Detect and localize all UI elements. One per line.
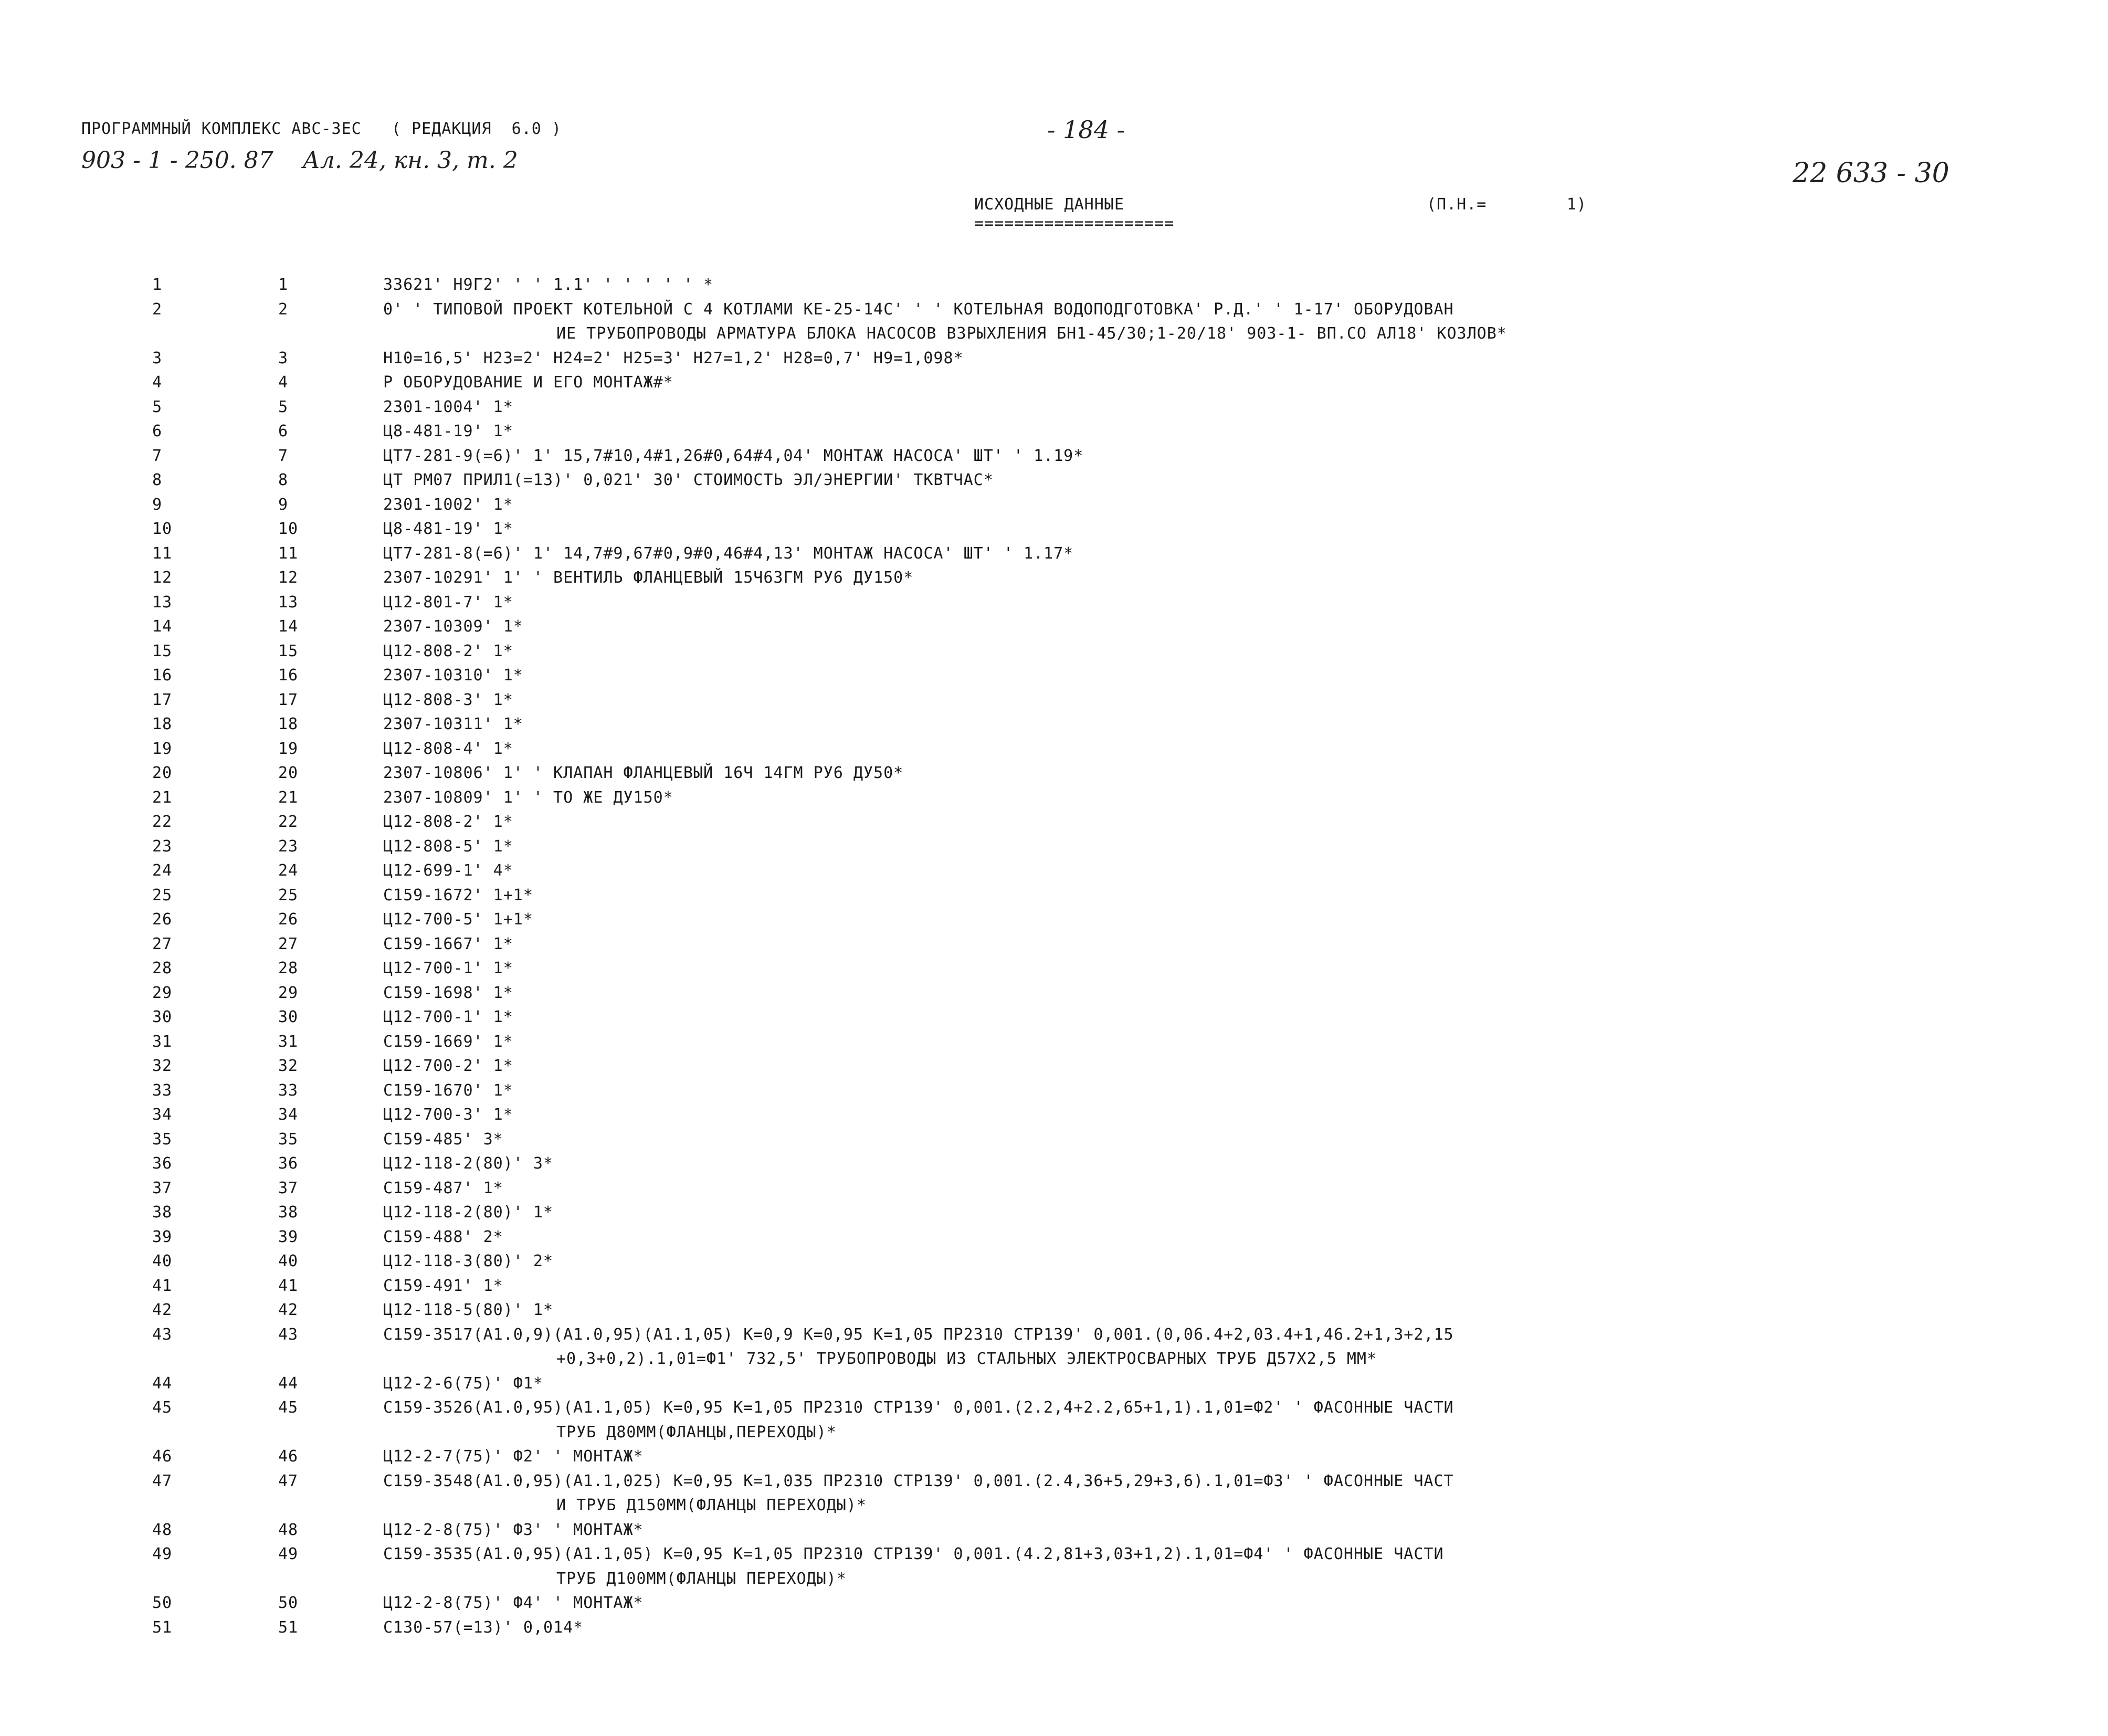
- row-number: 2: [152, 300, 163, 319]
- row-code: [383, 810, 2031, 835]
- row-index: 38: [278, 1203, 299, 1222]
- handwritten-reference: 903 - 1 - 250. 87 Ал. 24, кн. 3, т. 2: [81, 147, 518, 174]
- row-code: [383, 1445, 2031, 1469]
- row-index: 14: [278, 617, 299, 636]
- row-code: [383, 1591, 2031, 1616]
- row-number: 51: [152, 1618, 173, 1637]
- row-code: [383, 517, 2031, 542]
- row-text: Ц12-2-8(75)' Ф3' ' МОНТАЖ*: [383, 1520, 644, 1539]
- row-index: 36: [278, 1154, 299, 1173]
- row-number: 33: [152, 1081, 173, 1100]
- row-number: 5: [152, 397, 163, 416]
- row-index: 22: [278, 813, 299, 831]
- listing-row: [152, 1298, 2031, 1323]
- row-text: Ц12-808-2' 1*: [383, 813, 513, 831]
- listing-row: [152, 273, 2031, 298]
- row-number: 28: [152, 959, 173, 977]
- row-text: С159-3517(А1.0,9)(А1.0,95)(А1.1,05) К=0,9 К=0,95 К=1,05 ПР2310 СТР139' 0,001.(0,06.4+2,03.4+1,46.2+1,3+2,15: [383, 1325, 1454, 1344]
- listing-row: [152, 1542, 2031, 1591]
- row-code: [383, 786, 2031, 811]
- data-listing: [152, 273, 2031, 1640]
- row-code: [383, 395, 2031, 420]
- listing-row: [152, 810, 2031, 835]
- row-index: 33: [278, 1081, 299, 1100]
- row-number: 8: [152, 471, 163, 489]
- row-index: 26: [278, 910, 299, 929]
- row-number: 47: [152, 1471, 173, 1490]
- row-code: [383, 1005, 2031, 1030]
- row-index: 34: [278, 1106, 299, 1124]
- row-code: [383, 468, 2031, 493]
- row-index: 15: [278, 641, 299, 660]
- row-number: 17: [152, 690, 173, 709]
- row-text: Ц12-699-1' 4*: [383, 861, 513, 880]
- listing-row: [152, 542, 2031, 566]
- row-text: С159-1698' 1*: [383, 983, 513, 1002]
- listing-row: [152, 1128, 2031, 1152]
- row-code: [383, 835, 2031, 859]
- row-index: 4: [278, 373, 289, 392]
- row-number: 1: [152, 276, 163, 294]
- row-index: 16: [278, 666, 299, 685]
- pn-value: 1): [1566, 195, 1587, 214]
- row-text: С159-3526(А1.0,95)(А1.1,05) К=0,95 К=1,05 ПР2310 СТР139' 0,001.(2.2,4+2.2,65+1,1).1,01=Ф2' ' ФАСОННЫЕ ЧАСТИ: [383, 1398, 1454, 1417]
- listing-row: [152, 1176, 2031, 1201]
- row-index: 35: [278, 1130, 299, 1149]
- listing-row: [152, 1616, 2031, 1640]
- row-number: 49: [152, 1545, 173, 1563]
- row-text: 2307-10310' 1*: [383, 666, 523, 685]
- row-index: 46: [278, 1447, 299, 1466]
- row-text: 33621' Н9Г2' ' ' 1.1' ' ' ' ' ' *: [383, 276, 714, 294]
- listing-row: [152, 298, 2031, 346]
- row-index: 28: [278, 959, 299, 977]
- row-code: [383, 542, 2031, 566]
- row-code: [383, 664, 2031, 688]
- listing-row: [152, 1591, 2031, 1616]
- row-text: Ц12-118-5(80)' 1*: [383, 1301, 554, 1319]
- listing-row: [152, 1079, 2031, 1103]
- row-code: [383, 859, 2031, 883]
- row-code: [383, 639, 2031, 664]
- listing-row: [152, 1274, 2031, 1299]
- row-index: 37: [278, 1179, 299, 1197]
- row-code: [383, 932, 2031, 957]
- row-text: С159-1672' 1+1*: [383, 886, 533, 904]
- row-index: 6: [278, 422, 289, 440]
- row-code: [383, 1103, 2031, 1128]
- row-number: 34: [152, 1106, 173, 1124]
- listing-row: [152, 1201, 2031, 1225]
- listing-row: [152, 1249, 2031, 1274]
- row-index: 12: [278, 569, 299, 587]
- listing-row: [152, 712, 2031, 737]
- row-text: Р ОБОРУДОВАНИЕ И ЕГО МОНТАЖ#*: [383, 373, 673, 392]
- row-number: 31: [152, 1032, 173, 1051]
- row-number: 3: [152, 349, 163, 367]
- listing-row: [152, 1323, 2031, 1372]
- row-index: 9: [278, 495, 289, 514]
- listing-row: [152, 1225, 2031, 1250]
- row-number: 36: [152, 1154, 173, 1173]
- row-text: С159-3548(А1.0,95)(А1.1,025) К=0,95 К=1,035 ПР2310 СТР139' 0,001.(2.4,36+5,29+3,6).1,01=Ф3' ' ФАСОННЫЕ ЧАСТ: [383, 1471, 1454, 1490]
- row-number: 46: [152, 1447, 173, 1466]
- row-code: [383, 1298, 2031, 1323]
- row-text: Ц12-2-6(75)' Ф1*: [383, 1374, 543, 1393]
- row-number: 16: [152, 666, 173, 685]
- row-text: С130-57(=13)' 0,014*: [383, 1618, 584, 1637]
- page-title: ИСХОДНЫЕ ДАННЫЕ: [974, 195, 1124, 214]
- row-number: 42: [152, 1301, 173, 1319]
- row-code: [383, 981, 2031, 1006]
- pn-indicator: [1427, 195, 1587, 214]
- row-code: [383, 883, 2031, 908]
- listing-row: [152, 664, 2031, 688]
- page-number: - 184 -: [1047, 115, 1125, 144]
- listing-row: [152, 956, 2031, 981]
- row-text: С159-1667' 1*: [383, 934, 513, 953]
- row-number: 37: [152, 1179, 173, 1197]
- listing-row: [152, 1396, 2031, 1445]
- listing-row: [152, 859, 2031, 883]
- row-text: Ц12-808-3' 1*: [383, 690, 513, 709]
- row-text: Ц12-118-2(80)' 1*: [383, 1203, 554, 1222]
- row-number: 4: [152, 373, 163, 392]
- row-index: 20: [278, 764, 299, 782]
- row-index: 31: [278, 1032, 299, 1051]
- row-code: [383, 761, 2031, 786]
- row-code: [383, 956, 2031, 981]
- row-number: 12: [152, 569, 173, 587]
- row-text: 2307-10806' 1' ' КЛАПАН ФЛАНЦЕВЫЙ 16Ч 14ГМ РУ6 ДУ50*: [383, 764, 904, 782]
- row-index: 25: [278, 886, 299, 904]
- row-number: 40: [152, 1252, 173, 1270]
- row-code: [383, 1616, 2031, 1640]
- row-index: 24: [278, 861, 299, 880]
- row-text: С159-487' 1*: [383, 1179, 503, 1197]
- row-index: 40: [278, 1252, 299, 1270]
- row-index: 42: [278, 1301, 299, 1319]
- listing-row: [152, 883, 2031, 908]
- row-number: 48: [152, 1520, 173, 1539]
- row-text: ЦТ7-281-8(=6)' 1' 14,7#9,67#0,9#0,46#4,13' МОНТАЖ НАСОСА' ШТ' ' 1.17*: [383, 544, 1074, 563]
- row-code: [383, 1372, 2031, 1396]
- row-text: С159-1670' 1*: [383, 1081, 513, 1100]
- row-index: 45: [278, 1398, 299, 1417]
- listing-row: [152, 1372, 2031, 1396]
- row-code: [383, 1323, 2031, 1372]
- row-text: С159-488' 2*: [383, 1227, 503, 1246]
- row-text: Ц12-700-3' 1*: [383, 1106, 513, 1124]
- listing-row: [152, 371, 2031, 395]
- row-code: [383, 1542, 2031, 1591]
- listing-row: [152, 615, 2031, 639]
- row-index: 29: [278, 983, 299, 1002]
- row-code: [383, 737, 2031, 762]
- row-index: 8: [278, 471, 289, 489]
- row-continuation: ТРУБ Д100ММ(ФЛАНЦЫ ПЕРЕХОДЫ)*: [556, 1569, 847, 1588]
- listing-row: [152, 566, 2031, 591]
- listing-row: [152, 346, 2031, 371]
- row-code: [383, 298, 2031, 346]
- listing-row: [152, 591, 2031, 615]
- listing-row: [152, 1518, 2031, 1543]
- row-number: 21: [152, 788, 173, 807]
- row-text: 2301-1002' 1*: [383, 495, 513, 514]
- listing-row: [152, 419, 2031, 444]
- row-index: 43: [278, 1325, 299, 1344]
- row-number: 39: [152, 1227, 173, 1246]
- listing-row: [152, 688, 2031, 713]
- row-index: 21: [278, 788, 299, 807]
- listing-row: [152, 639, 2031, 664]
- row-text: Ц12-2-8(75)' Ф4' ' МОНТАЖ*: [383, 1594, 644, 1612]
- listing-row: [152, 1054, 2031, 1079]
- row-code: [383, 493, 2031, 518]
- row-code: [383, 1054, 2031, 1079]
- row-code: [383, 346, 2031, 371]
- row-index: 17: [278, 690, 299, 709]
- row-text: Ц12-700-5' 1+1*: [383, 910, 533, 929]
- listing-row: [152, 737, 2031, 762]
- listing-row: [152, 761, 2031, 786]
- row-index: 50: [278, 1594, 299, 1612]
- listing-row: [152, 444, 2031, 469]
- row-number: 11: [152, 544, 173, 563]
- row-text: Ц12-801-7' 1*: [383, 593, 513, 612]
- row-number: 29: [152, 983, 173, 1002]
- row-code: [383, 371, 2031, 395]
- row-text: Ц12-700-2' 1*: [383, 1057, 513, 1075]
- row-number: 38: [152, 1203, 173, 1222]
- row-code: [383, 1469, 2031, 1518]
- row-index: 18: [278, 715, 299, 733]
- row-text: Ц12-808-4' 1*: [383, 739, 513, 758]
- row-index: 30: [278, 1008, 299, 1026]
- row-number: 23: [152, 837, 173, 856]
- row-code: [383, 1274, 2031, 1299]
- row-index: 44: [278, 1374, 299, 1393]
- listing-row: [152, 395, 2031, 420]
- row-index: 1: [278, 276, 289, 294]
- row-number: 32: [152, 1057, 173, 1075]
- program-header: ПРОГРАММНЫЙ КОМПЛЕКС АВС-3ЕС ( РЕДАКЦИЯ 6.0 ): [81, 120, 562, 138]
- row-code: [383, 1201, 2031, 1225]
- row-number: 9: [152, 495, 163, 514]
- row-text: Н10=16,5' Н23=2' Н24=2' Н25=3' Н27=1,2' Н28=0,7' Н9=1,098*: [383, 349, 964, 367]
- row-index: 23: [278, 837, 299, 856]
- row-index: 41: [278, 1276, 299, 1295]
- row-number: 7: [152, 446, 163, 465]
- row-code: [383, 444, 2031, 469]
- row-code: [383, 1518, 2031, 1543]
- row-text: С159-485' 3*: [383, 1130, 503, 1149]
- row-code: [383, 566, 2031, 591]
- row-code: [383, 1030, 2031, 1055]
- row-code: [383, 688, 2031, 713]
- row-text: 0' ' ТИПОВОЙ ПРОЕКТ КОТЕЛЬНОЙ С 4 КОТЛАМИ КЕ-25-14С' ' ' КОТЕЛЬНАЯ ВОДОПОДГОТОВКА' Р.Д.' ' 1-17' ОБОРУДОВАН: [383, 300, 1454, 319]
- row-text: 2307-10809' 1' ' ТО ЖЕ ДУ150*: [383, 788, 673, 807]
- pn-label: (П.Н.=: [1427, 195, 1487, 214]
- row-text: Ц8-481-19' 1*: [383, 422, 513, 440]
- row-code: [383, 908, 2031, 932]
- row-number: 20: [152, 764, 173, 782]
- row-number: 30: [152, 1008, 173, 1026]
- row-code: [383, 1249, 2031, 1274]
- row-text: Ц12-700-1' 1*: [383, 959, 513, 977]
- row-number: 6: [152, 422, 163, 440]
- row-index: 19: [278, 739, 299, 758]
- row-index: 2: [278, 300, 289, 319]
- row-code: [383, 1396, 2031, 1445]
- listing-row: [152, 1005, 2031, 1030]
- row-number: 45: [152, 1398, 173, 1417]
- row-code: [383, 712, 2031, 737]
- row-index: 3: [278, 349, 289, 367]
- row-number: 18: [152, 715, 173, 733]
- row-continuation: ТРУБ Д80ММ(ФЛАНЦЫ,ПЕРЕХОДЫ)*: [556, 1423, 837, 1442]
- row-number: 27: [152, 934, 173, 953]
- row-text: 2307-10291' 1' ' ВЕНТИЛЬ ФЛАНЦЕВЫЙ 15Ч63ГМ РУ6 ДУ150*: [383, 569, 914, 587]
- row-index: 13: [278, 593, 299, 612]
- row-continuation: ИЕ ТРУБОПРОВОДЫ АРМАТУРА БЛОКА НАСОСОВ ВЗРЫХЛЕНИЯ БН1-45/30;1-20/18' 903-1- ВП.СО АЛ18' КОЗЛОВ*: [556, 324, 1507, 343]
- row-code: [383, 1152, 2031, 1176]
- row-index: 47: [278, 1471, 299, 1490]
- row-number: 15: [152, 641, 173, 660]
- row-code: [383, 1079, 2031, 1103]
- row-text: ЦТ7-281-9(=6)' 1' 15,7#10,4#1,26#0,64#4,04' МОНТАЖ НАСОСА' ШТ' ' 1.19*: [383, 446, 1084, 465]
- row-text: Ц12-808-5' 1*: [383, 837, 513, 856]
- row-index: 7: [278, 446, 289, 465]
- listing-row: [152, 1445, 2031, 1469]
- listing-row: [152, 1152, 2031, 1176]
- listing-row: [152, 932, 2031, 957]
- row-number: 50: [152, 1594, 173, 1612]
- row-text: Ц12-808-2' 1*: [383, 641, 513, 660]
- row-text: Ц12-2-7(75)' Ф2' ' МОНТАЖ*: [383, 1447, 644, 1466]
- listing-row: [152, 517, 2031, 542]
- row-number: 41: [152, 1276, 173, 1295]
- listing-row: [152, 1469, 2031, 1518]
- row-number: 25: [152, 886, 173, 904]
- row-index: 32: [278, 1057, 299, 1075]
- row-code: [383, 273, 2031, 298]
- row-text: 2301-1004' 1*: [383, 397, 513, 416]
- row-code: [383, 591, 2031, 615]
- row-number: 22: [152, 813, 173, 831]
- row-index: 49: [278, 1545, 299, 1563]
- row-text: 2307-10309' 1*: [383, 617, 523, 636]
- row-code: [383, 1176, 2031, 1201]
- row-code: [383, 615, 2031, 639]
- row-code: [383, 419, 2031, 444]
- row-number: 19: [152, 739, 173, 758]
- row-index: 5: [278, 397, 289, 416]
- row-text: С159-491' 1*: [383, 1276, 503, 1295]
- row-text: Ц12-118-2(80)' 3*: [383, 1154, 554, 1173]
- listing-row: [152, 786, 2031, 811]
- row-number: 10: [152, 520, 173, 538]
- listing-row: [152, 1030, 2031, 1055]
- row-index: 11: [278, 544, 299, 563]
- listing-row: [152, 468, 2031, 493]
- listing-row: [152, 493, 2031, 518]
- row-index: 27: [278, 934, 299, 953]
- row-number: 13: [152, 593, 173, 612]
- listing-row: [152, 908, 2031, 932]
- row-index: 39: [278, 1227, 299, 1246]
- listing-row: [152, 1103, 2031, 1128]
- row-number: 26: [152, 910, 173, 929]
- row-index: 48: [278, 1520, 299, 1539]
- row-code: [383, 1225, 2031, 1250]
- row-number: 24: [152, 861, 173, 880]
- row-code: [383, 1128, 2031, 1152]
- title-underline: ====================: [974, 214, 1175, 233]
- listing-row: [152, 981, 2031, 1006]
- row-continuation: +0,3+0,2).1,01=Ф1' 732,5' ТРУБОПРОВОДЫ ИЗ СТАЛЬНЫХ ЭЛЕКТРОСВАРНЫХ ТРУБ Д57Х2,5 ММ*: [556, 1350, 1377, 1368]
- document-number: 22 633 - 30: [1793, 157, 1949, 189]
- row-number: 35: [152, 1130, 173, 1149]
- row-text: 2307-10311' 1*: [383, 715, 523, 733]
- row-number: 44: [152, 1374, 173, 1393]
- row-text: ЦТ РМ07 ПРИЛ1(=13)' 0,021' 30' СТОИМОСТЬ ЭЛ/ЭНЕРГИИ' ТКВТЧАС*: [383, 471, 994, 489]
- row-number: 43: [152, 1325, 173, 1344]
- row-number: 14: [152, 617, 173, 636]
- row-continuation: И ТРУБ Д150ММ(ФЛАНЦЫ ПЕРЕХОДЫ)*: [556, 1496, 867, 1514]
- row-index: 51: [278, 1618, 299, 1637]
- row-text: Ц8-481-19' 1*: [383, 520, 513, 538]
- row-index: 10: [278, 520, 299, 538]
- row-text: С159-3535(А1.0,95)(А1.1,05) К=0,95 К=1,05 ПР2310 СТР139' 0,001.(4.2,81+3,03+1,2).1,01=Ф4' ' ФАСОННЫЕ ЧАСТИ: [383, 1545, 1444, 1563]
- row-text: Ц12-700-1' 1*: [383, 1008, 513, 1026]
- row-text: Ц12-118-3(80)' 2*: [383, 1252, 554, 1270]
- row-text: С159-1669' 1*: [383, 1032, 513, 1051]
- listing-row: [152, 835, 2031, 859]
